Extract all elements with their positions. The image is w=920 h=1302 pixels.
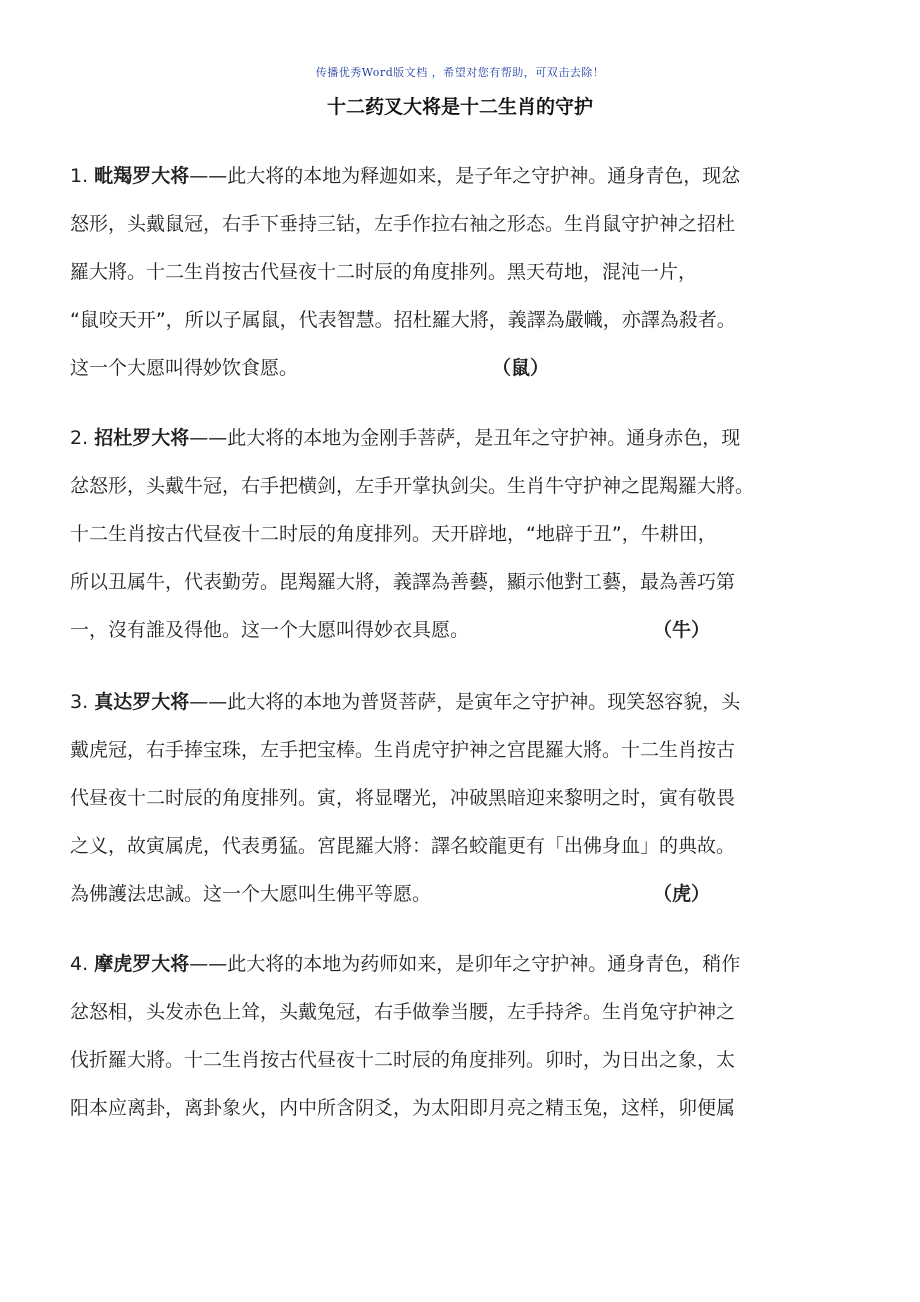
- general-name: 招杜罗大将: [94, 427, 190, 449]
- section-line: 伐折羅大將。十二生肖按古代昼夜十二时辰的角度排列。卯时，为日出之象，太: [70, 1049, 736, 1071]
- zodiac-label: （牛）: [653, 619, 711, 641]
- section-line: 十二生肖按古代昼夜十二时辰的角度排列。天开辟地，“地辟于丑”，牛耕田，: [70, 523, 717, 545]
- section-text: ——此大将的本地为释迦如来，是子年之守护神。通身青色，现忿: [189, 165, 741, 187]
- section-line: 阳本应离卦，离卦象火，内中所含阴爻，为太阳即月亮之精玉兔，这样，卯便属: [70, 1097, 736, 1119]
- section-line: [70, 152, 845, 200]
- section-line: 之义，故寅属虎，代表勇猛。宮毘羅大將：譯名蛟龍更有「出佛身血」的典故。: [70, 835, 736, 857]
- section-text: ——此大将的本地为普贤菩萨，是寅年之守护神。现笑怒容貌，头: [189, 691, 741, 713]
- section-line: 忿怒形，头戴牛冠，右手把横剑，左手开掌执剑尖。生肖牛守护神之毘羯羅大將。: [70, 475, 755, 497]
- section-line: [70, 606, 845, 654]
- section-1: [70, 152, 845, 392]
- section-3: [70, 678, 845, 918]
- section-line: 羅大將。十二生肖按古代昼夜十二时辰的角度排列。黑天苟地，混沌一片，: [70, 261, 698, 283]
- section-text: ——此大将的本地为药师如来，是卯年之守护神。通身青色，稍作: [189, 953, 741, 975]
- document-title: 十二药叉大将是十二生肖的守护: [326, 96, 593, 118]
- section-line: 怒形，头戴鼠冠，右手下垂持三钴，左手作拉右袖之形态。生肖鼠守护神之招杜: [70, 213, 736, 235]
- zodiac-label: （鼠）: [492, 357, 550, 379]
- section-line: 忿怒相，头发赤色上耸，头戴兔冠，右手做拳当腰，左手持斧。生肖兔守护神之: [70, 1001, 736, 1023]
- section-line: 所以丑属牛，代表勤劳。毘羯羅大將，義譯為善藝，顯示他對工藝，最為善巧第: [70, 571, 736, 593]
- section-line: [70, 678, 845, 726]
- section-2: [70, 414, 845, 654]
- section-line: [70, 940, 845, 988]
- section-number: 2.: [70, 427, 89, 449]
- section-text: ——此大将的本地为金刚手菩萨，是丑年之守护神。通身赤色，现: [189, 427, 741, 449]
- section-4: [70, 940, 845, 1132]
- section-line: “鼠咬天开”，所以子属鼠，代表智慧。招杜羅大將，義譯為嚴幟，亦譯為殺者。: [70, 309, 736, 331]
- zodiac-label: （虎）: [653, 883, 711, 905]
- header-note: 传播优秀Word版文档 ，希望对您有帮助，可双击去除！: [315, 66, 605, 79]
- general-name: 真达罗大将: [94, 691, 190, 713]
- section-line: 代昼夜十二时辰的角度排列。寅，将显曙光，冲破黑暗迎来黎明之时，寅有敬畏: [70, 787, 736, 809]
- section-text: 这一个大愿叫得妙饮食愿。: [70, 357, 299, 379]
- section-number: 3.: [70, 691, 89, 713]
- section-text: 一，沒有誰及得他。这一个大愿叫得妙衣具愿。: [70, 619, 470, 641]
- section-line: 戴虎冠，右手捧宝珠，左手把宝棒。生肖虎守护神之宫毘羅大將。十二生肖按古: [70, 739, 736, 761]
- section-text: 為佛護法忠誠。这一个大愿叫生佛平等愿。: [70, 883, 432, 905]
- section-number: 4.: [70, 953, 89, 975]
- section-line: [70, 414, 845, 462]
- section-line: [70, 344, 845, 392]
- section-line: [70, 870, 845, 918]
- section-number: 1.: [70, 165, 89, 187]
- general-name: 毗羯罗大将: [94, 165, 190, 187]
- general-name: 摩虎罗大将: [94, 953, 190, 975]
